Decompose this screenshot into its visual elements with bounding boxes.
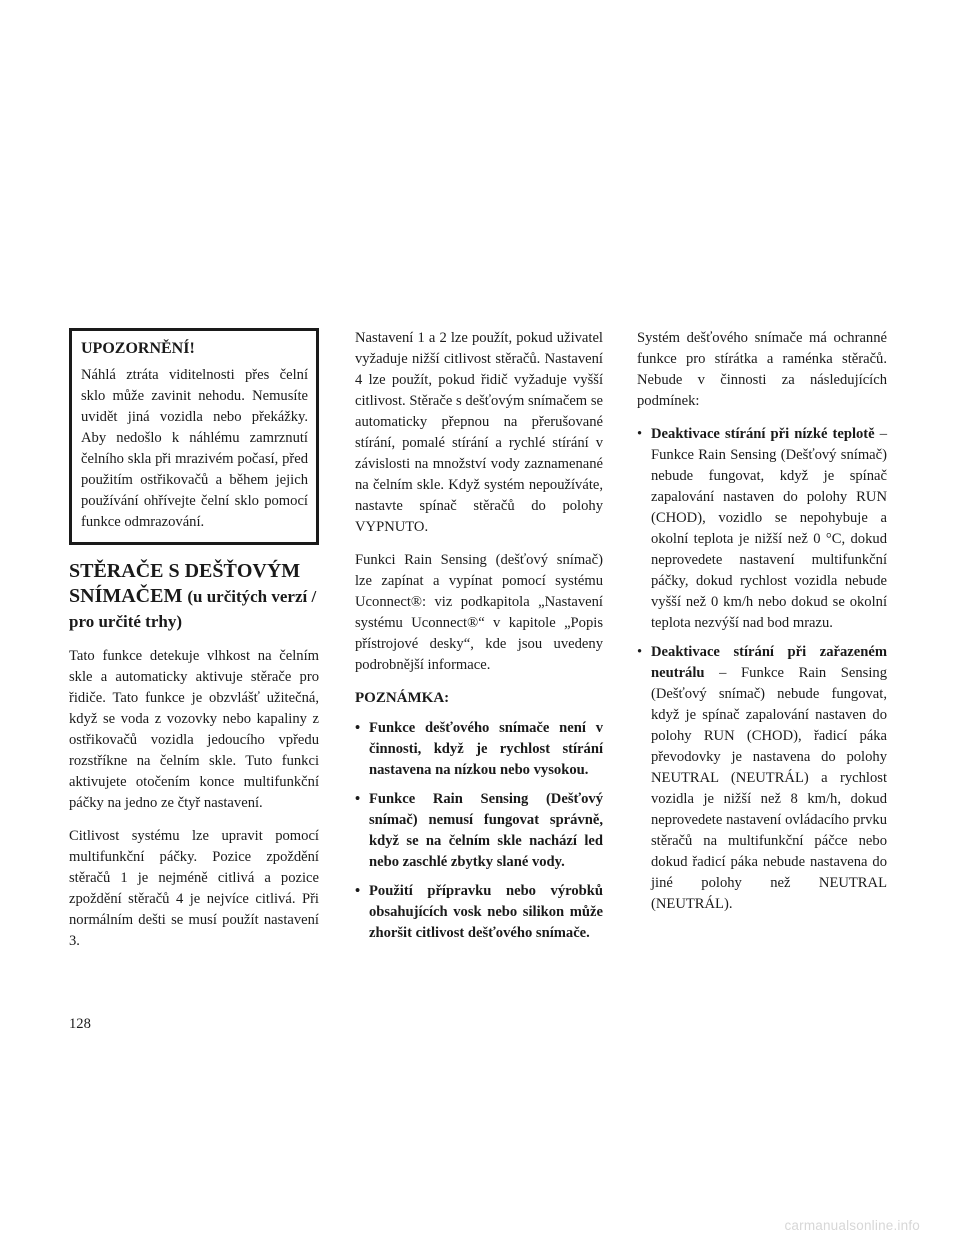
section-subtitle: (u určitých verzí / pro určité trhy) — [69, 587, 317, 631]
bullet: • — [355, 720, 361, 736]
column-right — [637, 328, 887, 923]
list-item — [637, 642, 887, 915]
condition-text: – Funkce Rain Sensing (Dešťový snímač) nebude fungovat, když je spínač zapalování nastaven do polohy RUN (CHOD), vozidlo se nepohybuje a okolní teplota je nižší než 0 °C, dokud neprovedete nastavení multifunkční páčky, dokud rychlost vozidla nebude vyšší než 0 km/h nebo dokud se okolní teplota nezvýší nad bod mrazu. — [651, 426, 887, 631]
bullet: • — [637, 426, 643, 442]
list-item — [355, 881, 603, 944]
paragraph: Tato funkce detekuje vlhkost na čelním skle a automaticky aktivuje stěrače pro řidiče. Tato funkce je obzvlášť užitečná, když se voda z vozovky nebo kapaliny z ostřikovačů vozidla jedoucího vpředu rozstříkne na čelním skle. Tuto funkci aktivujete otočením konce multifunkční páčky na jedno ze čtyř nastavení. — [69, 648, 319, 811]
paragraph: Citlivost systému lze upravit pomocí multifunkční páčky. Pozice zpoždění stěračů 1 je nejméně citlivá a pozice zpoždění stěračů 4 je nejvíce citlivá. Při normálním dešti se musí použít nastavení 3. — [69, 828, 319, 949]
list-item-text: Funkce Rain Sensing (Dešťový snímač) nemusí fungovat správně, když se na čelním skle nachází led nebo zaschlé zbytky slané vody. — [369, 791, 603, 870]
condition-text: – Funkce Rain Sensing (Dešťový snímač) nebude fungovat, když je spínač zapalování nastaven do polohy RUN (CHOD), řadicí páka převodovky je nastavena do polohy NEUTRAL (NEUTRÁL) a rychlost vozidla je nižší než 8 km/h, dokud neprovedete nastavení ovládacího prvku stěračů na multifunkční páčce nebo dokud řadicí páka nebude nastavena do jiné polohy než NEUTRAL (NEUTRÁL). — [651, 665, 887, 912]
paragraph: Nastavení 1 a 2 lze použít, pokud uživatel vyžaduje nižší citlivost stěračů. Nastavení 4 lze použít, pokud řidič vyžaduje vyšší citlivost. Stěrače s dešťovým snímačem se automaticky přepnou na přerušované stírání, pomalé stírání a rychlé stírání v závislosti na množství vody zaznamenané na čelním skle. Když systém nepoužíváte, nastavte spínač stěračů do polohy VYPNUTO. — [355, 330, 603, 535]
note-title: POZNÁMKA: — [355, 690, 450, 706]
page-number: 128 — [69, 1016, 91, 1032]
bullet: • — [637, 644, 643, 660]
warning-text: Náhlá ztráta viditelnosti přes čelní sklo může zavinit nehodu. Nemusíte uvidět jiná vozidla nebo překážky. Aby nedošlo k náhlému zamrznutí čelního skla při mrazivém počasí, před použitím ostřikovačů a během jejich používání ohřívejte čelní sklo pomocí funkce odmrazování. — [81, 367, 308, 530]
note-list — [355, 718, 603, 944]
column-middle — [355, 328, 603, 952]
warning-title: UPOZORNĚNÍ! — [81, 340, 195, 357]
paragraph: Systém dešťového snímače má ochranné funkce pro stírátka a raménka stěračů. Nebude v činnosti za následujících podmínek: — [637, 330, 887, 409]
list-item-text: Funkce dešťového snímače není v činnosti, když je rychlost stírání nastavena na nízkou nebo vysokou. — [369, 720, 603, 778]
bullet: • — [355, 883, 361, 899]
watermark: carmanualsonline.info — [784, 1218, 920, 1233]
list-item — [355, 718, 603, 781]
conditions-list — [637, 424, 887, 915]
list-item — [355, 789, 603, 873]
warning-box — [69, 328, 319, 545]
condition-heading: Deaktivace stírání při zařazeném neutrálu — [651, 644, 887, 681]
list-item-text: Použití přípravku nebo výrobků obsahujících vosk nebo silikon může zhoršit citlivost dešťového snímače. — [369, 883, 603, 941]
list-item — [637, 424, 887, 634]
section-heading — [69, 559, 319, 634]
section-title: STĚRAČE S DEŠŤOVÝM SNÍMAČEM — [69, 560, 301, 607]
paragraph: Funkci Rain Sensing (dešťový snímač) lze zapínat a vypínat pomocí systému Uconnect®: viz podkapitola „Nastavení systému Uconnect®“ v kapitole „Popis přístrojové desky“, kde jsou uvedeny podrobnější informace. — [355, 552, 603, 673]
bullet: • — [355, 791, 361, 807]
column-left — [69, 328, 319, 964]
condition-heading: Deaktivace stírání při nízké teplotě — [651, 426, 875, 442]
